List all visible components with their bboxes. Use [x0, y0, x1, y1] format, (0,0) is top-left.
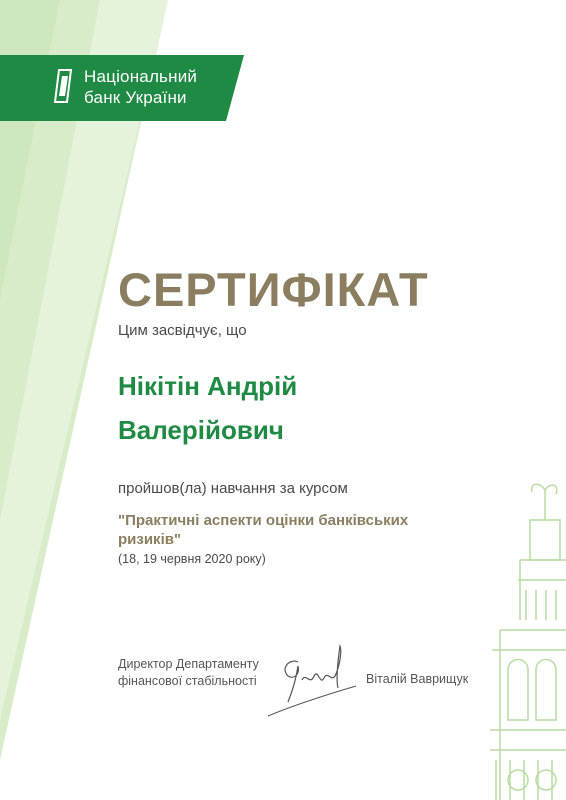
signatory-title — [118, 656, 259, 690]
signatory-name: Віталій Ваврищук — [366, 672, 469, 686]
signatory-title-line-2: фінансової стабільності — [118, 674, 257, 688]
logo-line-1: Національний — [84, 67, 198, 86]
handwritten-signature — [262, 640, 362, 720]
building-illustration — [470, 480, 566, 800]
recipient-name-line-1: Нікітін Андрій — [118, 371, 298, 401]
nbu-logo-icon — [52, 68, 74, 104]
signatory-title-line-1: Директор Департаменту — [118, 657, 259, 671]
certificate-title: СЕРТИФІКАТ — [118, 263, 429, 316]
course-title: "Практичні аспекти оцінки банківських ризиків" — [118, 512, 409, 548]
completed-text: пройшов(ла) навчання за курсом — [118, 480, 348, 497]
recipient-name — [118, 364, 418, 452]
nbu-logo-text — [84, 66, 197, 108]
course-dates: (18, 19 червня 2020 року) — [118, 552, 266, 566]
certifies-text: Цим засвідчує, що — [118, 322, 247, 339]
logo-line-2: банк України — [84, 88, 187, 107]
recipient-name-line-2: Валерійович — [118, 415, 284, 445]
